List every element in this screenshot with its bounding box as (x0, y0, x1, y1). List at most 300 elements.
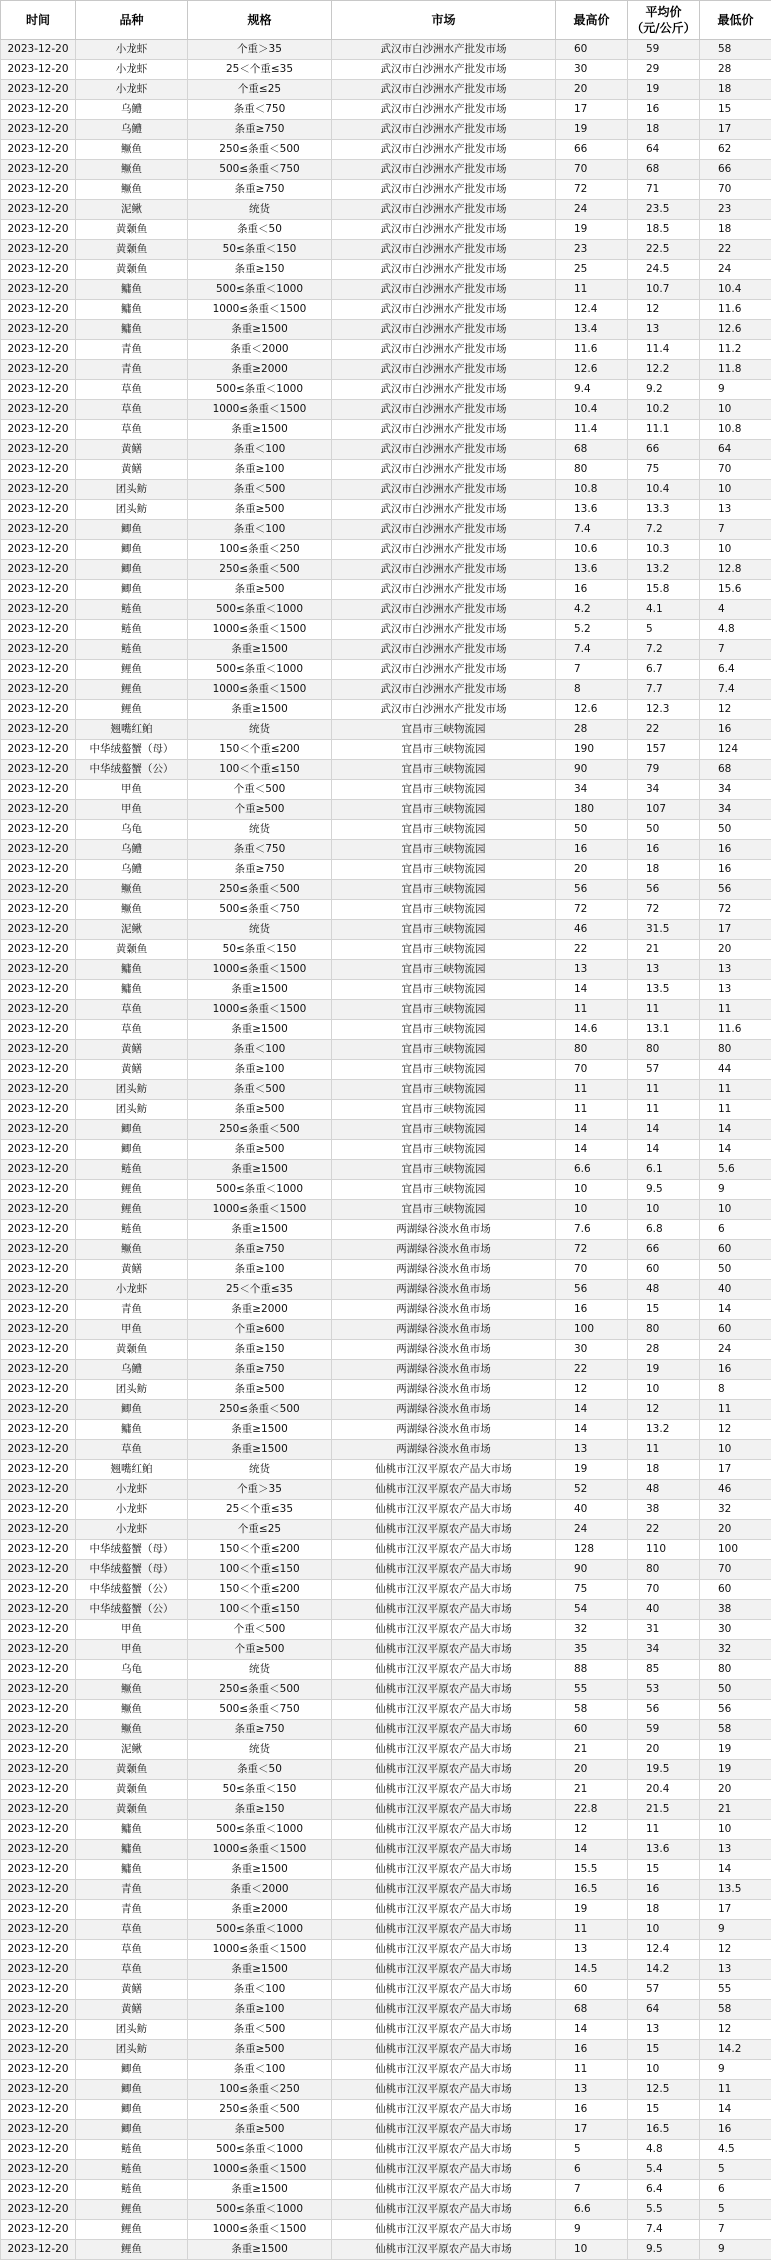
market-cell: 武汉市白沙洲水产批发市场 (332, 680, 556, 700)
min-price-cell: 14 (700, 1300, 771, 1320)
table-row (1, 1440, 771, 1460)
avg-price-cell: 53 (628, 1680, 700, 1700)
max-price-cell: 55 (556, 1680, 628, 1700)
date-cell: 2023-12-20 (1, 1980, 76, 2000)
date-cell: 2023-12-20 (1, 1700, 76, 1720)
avg-price-cell: 60 (628, 1260, 700, 1280)
table-row (1, 40, 771, 60)
market-cell: 仙桃市江汉平原农产品大市场 (332, 2240, 556, 2260)
table-row (1, 2120, 771, 2140)
max-price-cell: 11.6 (556, 340, 628, 360)
spec-cell: 500≤条重＜750 (188, 160, 332, 180)
date-cell: 2023-12-20 (1, 1580, 76, 1600)
variety-cell: 鳙鱼 (76, 320, 188, 340)
max-price-cell: 6.6 (556, 1160, 628, 1180)
market-cell: 宜昌市三峡物流园 (332, 860, 556, 880)
min-price-cell: 11 (700, 1000, 771, 1020)
market-cell: 仙桃市江汉平原农产品大市场 (332, 1560, 556, 1580)
variety-cell: 中华绒螯蟹（母） (76, 1560, 188, 1580)
min-price-cell: 7 (700, 520, 771, 540)
table-row (1, 820, 771, 840)
date-cell: 2023-12-20 (1, 1320, 76, 1340)
table-row (1, 980, 771, 1000)
date-cell: 2023-12-20 (1, 1100, 76, 1120)
variety-cell: 乌龟 (76, 820, 188, 840)
date-cell: 2023-12-20 (1, 1080, 76, 1100)
market-cell: 宜昌市三峡物流园 (332, 780, 556, 800)
date-cell: 2023-12-20 (1, 1040, 76, 1060)
min-price-cell: 10 (700, 400, 771, 420)
max-price-cell: 11 (556, 1080, 628, 1100)
spec-cell: 条重≥750 (188, 120, 332, 140)
spec-cell: 个重≥600 (188, 1320, 332, 1340)
market-cell: 仙桃市江汉平原农产品大市场 (332, 1960, 556, 1980)
max-price-cell: 58 (556, 1700, 628, 1720)
avg-price-cell: 71 (628, 180, 700, 200)
date-cell: 2023-12-20 (1, 2000, 76, 2020)
spec-cell: 统货 (188, 820, 332, 840)
spec-cell: 条重≥500 (188, 2040, 332, 2060)
max-price-cell: 8 (556, 680, 628, 700)
variety-cell: 鲫鱼 (76, 520, 188, 540)
market-cell: 武汉市白沙洲水产批发市场 (332, 460, 556, 480)
table-row (1, 1740, 771, 1760)
max-price-cell: 28 (556, 720, 628, 740)
max-price-cell: 11 (556, 1100, 628, 1120)
avg-price-cell: 11 (628, 1100, 700, 1120)
spec-cell: 150＜个重≤200 (188, 740, 332, 760)
table-row (1, 1080, 771, 1100)
avg-price-cell: 13 (628, 2020, 700, 2040)
table-row (1, 1040, 771, 1060)
max-price-cell: 19 (556, 1460, 628, 1480)
table-row (1, 1780, 771, 1800)
date-cell: 2023-12-20 (1, 1720, 76, 1740)
avg-price-cell: 56 (628, 1700, 700, 1720)
market-cell: 武汉市白沙洲水产批发市场 (332, 160, 556, 180)
min-price-cell: 11 (700, 1100, 771, 1120)
date-cell: 2023-12-20 (1, 2100, 76, 2120)
spec-cell: 条重≥150 (188, 1800, 332, 1820)
spec-cell: 500≤条重＜1000 (188, 380, 332, 400)
date-cell: 2023-12-20 (1, 1640, 76, 1660)
spec-cell: 250≤条重＜500 (188, 1120, 332, 1140)
spec-cell: 条重≥2000 (188, 1300, 332, 1320)
date-cell: 2023-12-20 (1, 120, 76, 140)
spec-cell: 条重＜100 (188, 440, 332, 460)
max-price-cell: 15.5 (556, 1860, 628, 1880)
market-cell: 宜昌市三峡物流园 (332, 800, 556, 820)
variety-cell: 小龙虾 (76, 40, 188, 60)
avg-price-cell: 9.5 (628, 1180, 700, 1200)
min-price-cell: 70 (700, 460, 771, 480)
variety-cell: 甲鱼 (76, 800, 188, 820)
date-cell: 2023-12-20 (1, 980, 76, 1000)
avg-price-cell: 6.1 (628, 1160, 700, 1180)
market-cell: 宜昌市三峡物流园 (332, 920, 556, 940)
avg-price-cell: 23.5 (628, 200, 700, 220)
market-cell: 武汉市白沙洲水产批发市场 (332, 360, 556, 380)
max-price-cell: 14 (556, 1420, 628, 1440)
avg-price-cell: 16 (628, 840, 700, 860)
table-row (1, 1480, 771, 1500)
market-cell: 仙桃市江汉平原农产品大市场 (332, 1740, 556, 1760)
min-price-cell: 7.4 (700, 680, 771, 700)
spec-cell: 250≤条重＜500 (188, 1400, 332, 1420)
spec-cell: 条重≥500 (188, 1380, 332, 1400)
date-cell: 2023-12-20 (1, 2020, 76, 2040)
avg-price-cell: 13.6 (628, 1840, 700, 1860)
table-row (1, 740, 771, 760)
max-price-cell: 70 (556, 1260, 628, 1280)
spec-cell: 条重≥750 (188, 1360, 332, 1380)
market-cell: 仙桃市江汉平原农产品大市场 (332, 2220, 556, 2240)
avg-price-cell: 5.5 (628, 2200, 700, 2220)
table-row (1, 780, 771, 800)
table-row (1, 240, 771, 260)
max-price-cell: 14 (556, 980, 628, 1000)
min-price-cell: 20 (700, 940, 771, 960)
avg-price-cell: 15 (628, 2100, 700, 2120)
table-row (1, 1700, 771, 1720)
spec-cell: 1000≤条重＜1500 (188, 960, 332, 980)
variety-cell: 黄颡鱼 (76, 220, 188, 240)
market-cell: 武汉市白沙洲水产批发市场 (332, 480, 556, 500)
spec-cell: 条重≥1500 (188, 2180, 332, 2200)
table-row (1, 1360, 771, 1380)
spec-cell: 个重≤25 (188, 1520, 332, 1540)
avg-price-cell: 29 (628, 60, 700, 80)
max-price-cell: 20 (556, 860, 628, 880)
avg-price-cell: 59 (628, 1720, 700, 1740)
max-price-cell: 16.5 (556, 1880, 628, 1900)
max-price-cell: 66 (556, 140, 628, 160)
market-cell: 仙桃市江汉平原农产品大市场 (332, 1880, 556, 1900)
date-cell: 2023-12-20 (1, 1600, 76, 1620)
spec-cell: 条重≥100 (188, 460, 332, 480)
date-cell: 2023-12-20 (1, 860, 76, 880)
avg-price-cell: 6.7 (628, 660, 700, 680)
spec-cell: 1000≤条重＜1500 (188, 300, 332, 320)
variety-cell: 鳜鱼 (76, 180, 188, 200)
max-price-cell: 34 (556, 780, 628, 800)
variety-cell: 黄鳝 (76, 440, 188, 460)
table-row (1, 1240, 771, 1260)
table-row (1, 380, 771, 400)
variety-cell: 团头鲂 (76, 480, 188, 500)
table-row (1, 2060, 771, 2080)
market-cell: 武汉市白沙洲水产批发市场 (332, 540, 556, 560)
market-cell: 仙桃市江汉平原农产品大市场 (332, 1720, 556, 1740)
min-price-cell: 10 (700, 480, 771, 500)
max-price-cell: 80 (556, 1040, 628, 1060)
variety-cell: 甲鱼 (76, 1640, 188, 1660)
avg-price-cell: 57 (628, 1980, 700, 2000)
avg-price-cell: 107 (628, 800, 700, 820)
min-price-cell: 4.8 (700, 620, 771, 640)
max-price-cell: 12 (556, 1820, 628, 1840)
variety-cell: 鳙鱼 (76, 1840, 188, 1860)
spec-cell: 条重≥750 (188, 1720, 332, 1740)
spec-cell: 条重≥750 (188, 180, 332, 200)
avg-price-cell: 31.5 (628, 920, 700, 940)
max-price-cell: 60 (556, 1720, 628, 1740)
variety-cell: 乌鳢 (76, 860, 188, 880)
market-cell: 武汉市白沙洲水产批发市场 (332, 180, 556, 200)
table-row (1, 1000, 771, 1020)
avg-price-cell: 24.5 (628, 260, 700, 280)
variety-cell: 鲫鱼 (76, 1140, 188, 1160)
spec-cell: 条重≥1500 (188, 320, 332, 340)
date-cell: 2023-12-20 (1, 2080, 76, 2100)
variety-cell: 鲫鱼 (76, 540, 188, 560)
date-cell: 2023-12-20 (1, 1380, 76, 1400)
spec-cell: 条重＜2000 (188, 340, 332, 360)
spec-cell: 条重≥100 (188, 1260, 332, 1280)
market-cell: 武汉市白沙洲水产批发市场 (332, 600, 556, 620)
market-cell: 仙桃市江汉平原农产品大市场 (332, 1980, 556, 2000)
market-cell: 仙桃市江汉平原农产品大市场 (332, 1920, 556, 1940)
table-row (1, 340, 771, 360)
avg-price-cell: 5.4 (628, 2160, 700, 2180)
avg-price-cell: 14.2 (628, 1960, 700, 1980)
max-price-cell: 14.6 (556, 1020, 628, 1040)
table-row (1, 1960, 771, 1980)
avg-price-cell: 12 (628, 1400, 700, 1420)
spec-cell: 1000≤条重＜1500 (188, 2220, 332, 2240)
market-cell: 武汉市白沙洲水产批发市场 (332, 620, 556, 640)
variety-cell: 鲫鱼 (76, 580, 188, 600)
date-cell: 2023-12-20 (1, 260, 76, 280)
variety-cell: 小龙虾 (76, 80, 188, 100)
min-price-cell: 44 (700, 1060, 771, 1080)
min-price-cell: 16 (700, 860, 771, 880)
avg-price-cell: 64 (628, 2000, 700, 2020)
market-cell: 仙桃市江汉平原农产品大市场 (332, 1460, 556, 1480)
max-price-cell: 22.8 (556, 1800, 628, 1820)
variety-cell: 鲤鱼 (76, 1200, 188, 1220)
date-cell: 2023-12-20 (1, 340, 76, 360)
date-cell: 2023-12-20 (1, 1400, 76, 1420)
table-row (1, 720, 771, 740)
market-cell: 两湖绿谷淡水鱼市场 (332, 1220, 556, 1240)
min-price-cell: 8 (700, 1380, 771, 1400)
market-cell: 仙桃市江汉平原农产品大市场 (332, 1840, 556, 1860)
market-cell: 武汉市白沙洲水产批发市场 (332, 500, 556, 520)
min-price-cell: 5 (700, 2200, 771, 2220)
variety-cell: 草鱼 (76, 1000, 188, 1020)
avg-price-cell: 5 (628, 620, 700, 640)
market-cell: 宜昌市三峡物流园 (332, 1200, 556, 1220)
market-cell: 两湖绿谷淡水鱼市场 (332, 1360, 556, 1380)
avg-price-cell: 7.2 (628, 640, 700, 660)
date-cell: 2023-12-20 (1, 1160, 76, 1180)
spec-cell: 条重＜100 (188, 2060, 332, 2080)
min-price-cell: 11.6 (700, 300, 771, 320)
variety-cell: 鲢鱼 (76, 1220, 188, 1240)
spec-cell: 个重＜500 (188, 780, 332, 800)
avg-price-cell: 38 (628, 1500, 700, 1520)
date-cell: 2023-12-20 (1, 520, 76, 540)
max-price-cell: 11.4 (556, 420, 628, 440)
variety-cell: 鲤鱼 (76, 1180, 188, 1200)
market-cell: 两湖绿谷淡水鱼市场 (332, 1380, 556, 1400)
variety-cell: 鲫鱼 (76, 1120, 188, 1140)
market-cell: 仙桃市江汉平原农产品大市场 (332, 1680, 556, 1700)
min-price-cell: 24 (700, 260, 771, 280)
spec-cell: 条重＜50 (188, 220, 332, 240)
max-price-cell: 11 (556, 2060, 628, 2080)
variety-cell: 鳙鱼 (76, 1420, 188, 1440)
date-cell: 2023-12-20 (1, 1000, 76, 1020)
max-price-cell: 7.6 (556, 1220, 628, 1240)
date-cell: 2023-12-20 (1, 100, 76, 120)
max-price-cell: 70 (556, 1060, 628, 1080)
market-cell: 武汉市白沙洲水产批发市场 (332, 560, 556, 580)
variety-cell: 团头鲂 (76, 2040, 188, 2060)
min-price-cell: 11 (700, 1080, 771, 1100)
variety-cell: 中华绒螯蟹（母） (76, 740, 188, 760)
avg-price-cell: 10.3 (628, 540, 700, 560)
spec-cell: 500≤条重＜1000 (188, 280, 332, 300)
max-price-cell: 16 (556, 840, 628, 860)
avg-price-cell: 75 (628, 460, 700, 480)
variety-cell: 鲢鱼 (76, 1160, 188, 1180)
market-cell: 仙桃市江汉平原农产品大市场 (332, 2200, 556, 2220)
min-price-cell: 100 (700, 1540, 771, 1560)
variety-cell: 鳜鱼 (76, 1240, 188, 1260)
market-cell: 宜昌市三峡物流园 (332, 1020, 556, 1040)
variety-cell: 黄鳝 (76, 1040, 188, 1060)
market-cell: 武汉市白沙洲水产批发市场 (332, 260, 556, 280)
variety-cell: 鳜鱼 (76, 900, 188, 920)
variety-cell: 鲫鱼 (76, 2120, 188, 2140)
spec-cell: 500≤条重＜1000 (188, 660, 332, 680)
variety-cell: 黄颡鱼 (76, 1800, 188, 1820)
max-price-cell: 14 (556, 1400, 628, 1420)
variety-cell: 鲫鱼 (76, 2100, 188, 2120)
max-price-cell: 56 (556, 880, 628, 900)
avg-price-cell: 13.1 (628, 1020, 700, 1040)
max-price-cell: 52 (556, 1480, 628, 1500)
avg-price-cell: 12 (628, 300, 700, 320)
date-cell: 2023-12-20 (1, 580, 76, 600)
max-price-cell: 68 (556, 2000, 628, 2020)
date-cell: 2023-12-20 (1, 1180, 76, 1200)
date-cell: 2023-12-20 (1, 1120, 76, 1140)
min-price-cell: 80 (700, 1040, 771, 1060)
spec-cell: 500≤条重＜1000 (188, 1820, 332, 1840)
avg-price-cell: 157 (628, 740, 700, 760)
date-cell: 2023-12-20 (1, 1680, 76, 1700)
market-cell: 宜昌市三峡物流园 (332, 1120, 556, 1140)
max-price-cell: 22 (556, 940, 628, 960)
date-cell: 2023-12-20 (1, 1260, 76, 1280)
avg-price-cell: 57 (628, 1060, 700, 1080)
avg-price-cell: 59 (628, 40, 700, 60)
spec-cell: 个重≤25 (188, 80, 332, 100)
market-cell: 两湖绿谷淡水鱼市场 (332, 1240, 556, 1260)
min-price-cell: 11.2 (700, 340, 771, 360)
max-price-cell: 35 (556, 1640, 628, 1660)
variety-cell: 甲鱼 (76, 1620, 188, 1640)
spec-cell: 个重＞35 (188, 40, 332, 60)
market-cell: 仙桃市江汉平原农产品大市场 (332, 1940, 556, 1960)
table-row (1, 880, 771, 900)
spec-cell: 个重＜500 (188, 1620, 332, 1640)
variety-cell: 乌鳢 (76, 120, 188, 140)
min-price-cell: 7 (700, 2220, 771, 2240)
min-price-cell: 6 (700, 2180, 771, 2200)
min-price-cell: 11.6 (700, 1020, 771, 1040)
min-price-cell: 34 (700, 780, 771, 800)
spec-cell: 25＜个重≤35 (188, 1500, 332, 1520)
table-row (1, 600, 771, 620)
table-row (1, 1820, 771, 1840)
table-row (1, 400, 771, 420)
spec-cell: 条重≥750 (188, 860, 332, 880)
header-row (1, 1, 771, 40)
variety-cell: 黄鳝 (76, 2000, 188, 2020)
spec-cell: 条重＜100 (188, 520, 332, 540)
avg-price-cell: 13.3 (628, 500, 700, 520)
avg-price-cell: 19 (628, 1360, 700, 1380)
table-row (1, 1540, 771, 1560)
variety-cell: 青鱼 (76, 1300, 188, 1320)
market-cell: 武汉市白沙洲水产批发市场 (332, 380, 556, 400)
market-cell: 两湖绿谷淡水鱼市场 (332, 1440, 556, 1460)
max-price-cell: 90 (556, 1560, 628, 1580)
header-spec: 规格 (188, 1, 332, 40)
max-price-cell: 12.6 (556, 700, 628, 720)
date-cell: 2023-12-20 (1, 360, 76, 380)
min-price-cell: 60 (700, 1580, 771, 1600)
variety-cell: 鲢鱼 (76, 2160, 188, 2180)
table-row (1, 1200, 771, 1220)
spec-cell: 条重≥1500 (188, 1960, 332, 1980)
spec-cell: 条重≥1500 (188, 2240, 332, 2260)
table-row (1, 860, 771, 880)
date-cell: 2023-12-20 (1, 1900, 76, 1920)
min-price-cell: 7 (700, 640, 771, 660)
spec-cell: 100＜个重≤150 (188, 760, 332, 780)
date-cell: 2023-12-20 (1, 900, 76, 920)
table-row (1, 1580, 771, 1600)
table-row (1, 1600, 771, 1620)
variety-cell: 泥鳅 (76, 200, 188, 220)
date-cell: 2023-12-20 (1, 1440, 76, 1460)
variety-cell: 乌鳢 (76, 1360, 188, 1380)
min-price-cell: 12.6 (700, 320, 771, 340)
date-cell: 2023-12-20 (1, 1360, 76, 1380)
variety-cell: 甲鱼 (76, 780, 188, 800)
avg-price-cell: 72 (628, 900, 700, 920)
min-price-cell: 9 (700, 1920, 771, 1940)
min-price-cell: 56 (700, 1700, 771, 1720)
spec-cell: 250≤条重＜500 (188, 2100, 332, 2120)
max-price-cell: 4.2 (556, 600, 628, 620)
max-price-cell: 21 (556, 1740, 628, 1760)
table-row (1, 440, 771, 460)
date-cell: 2023-12-20 (1, 560, 76, 580)
spec-cell: 50≤条重＜150 (188, 940, 332, 960)
spec-cell: 统货 (188, 1740, 332, 1760)
market-cell: 武汉市白沙洲水产批发市场 (332, 200, 556, 220)
date-cell: 2023-12-20 (1, 1060, 76, 1080)
table-row (1, 320, 771, 340)
min-price-cell: 80 (700, 1660, 771, 1680)
market-cell: 仙桃市江汉平原农产品大市场 (332, 2180, 556, 2200)
